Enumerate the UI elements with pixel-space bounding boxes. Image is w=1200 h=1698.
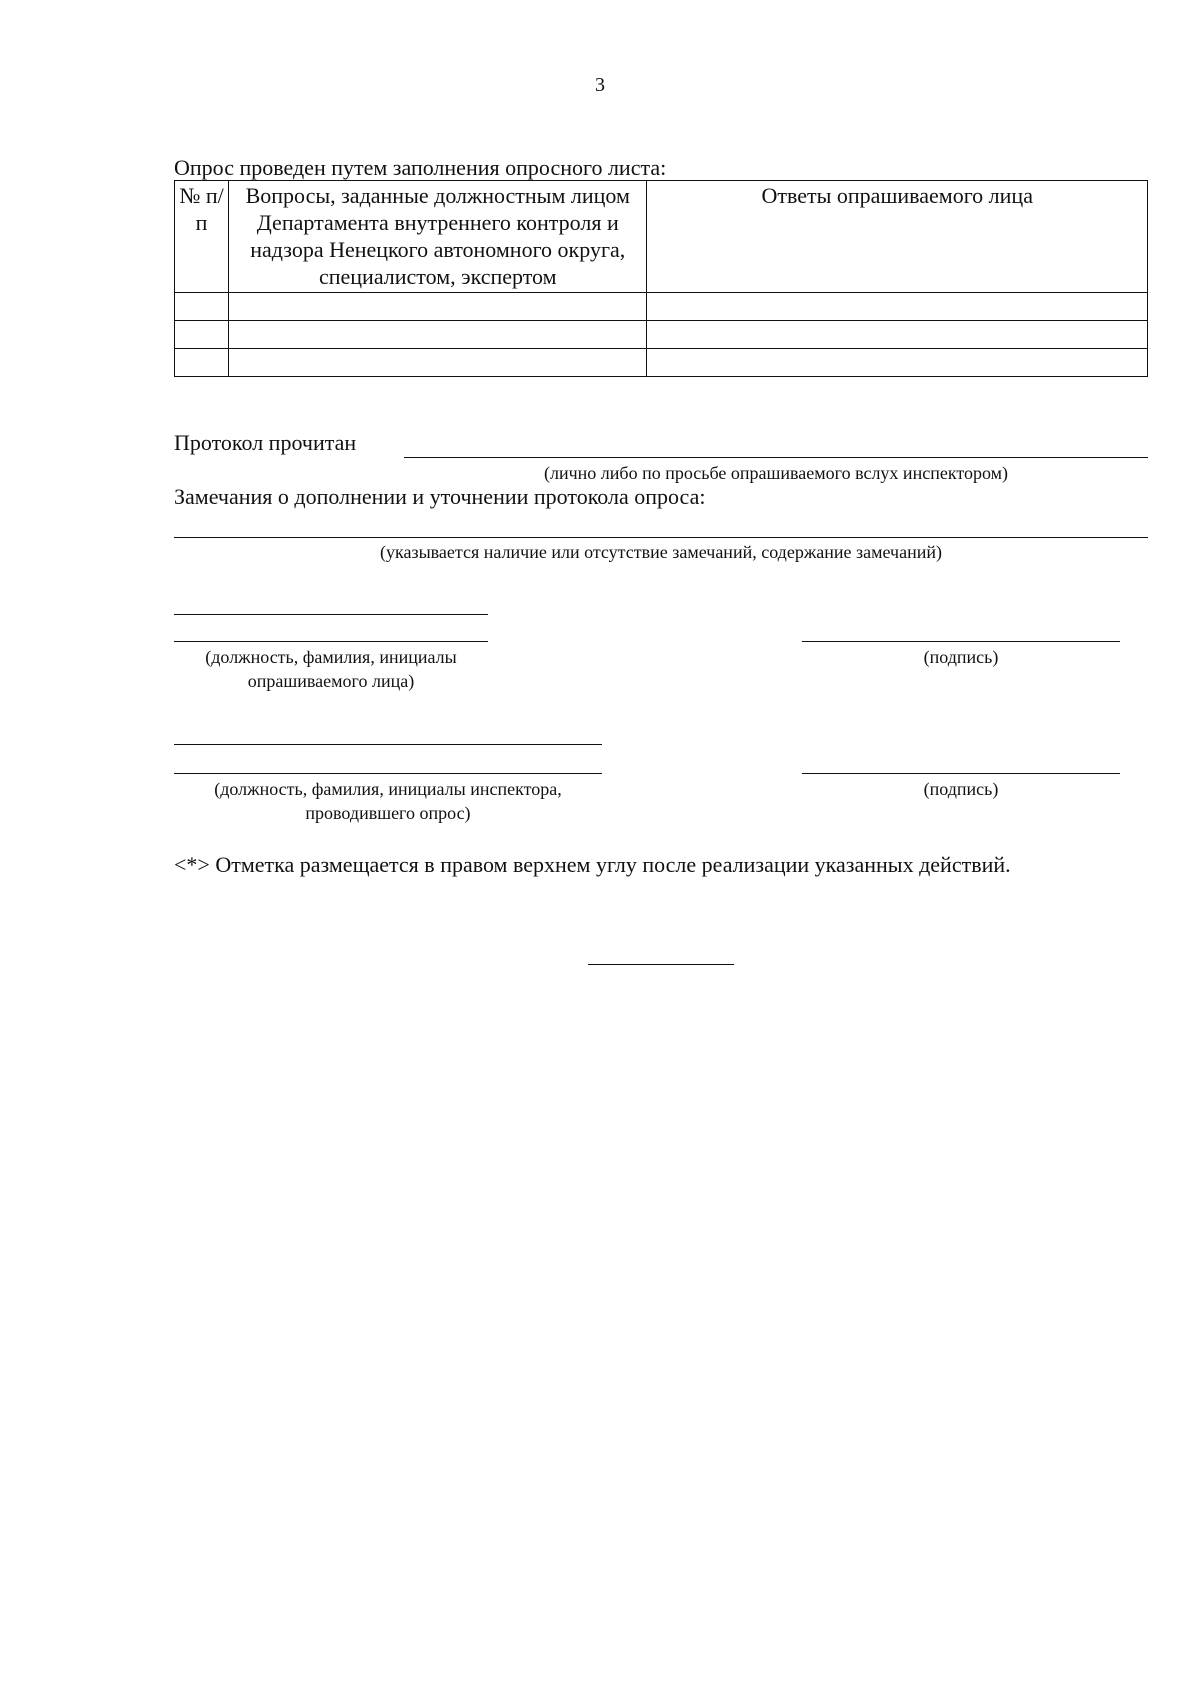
respondent-caption: (должность, фамилия, инициалы опрашиваемого лица) bbox=[205, 647, 457, 691]
header-answers: Ответы опрашиваемого лица bbox=[647, 181, 1148, 293]
cell-number[interactable] bbox=[175, 293, 229, 321]
protocol-read-label: Протокол прочитан bbox=[174, 430, 357, 455]
cell-question[interactable] bbox=[229, 349, 647, 377]
survey-table bbox=[174, 180, 1148, 377]
footnote: <*> Отметка размещается в правом верхнем углу после реализации указанных действий. bbox=[174, 852, 1011, 877]
inspector-position-line-1[interactable] bbox=[174, 744, 602, 745]
cell-question[interactable] bbox=[229, 293, 647, 321]
respondent-signature-caption: (подпись) bbox=[923, 647, 999, 667]
protocol-read-caption: (лично либо по просьбе опрашиваемого вслух инспектором) bbox=[544, 463, 1008, 483]
inspector-signature-caption: (подпись) bbox=[923, 779, 999, 799]
inspector-caption: (должность, фамилия, инициалы инспектора, проводившего опрос) bbox=[214, 779, 562, 823]
cell-answer[interactable] bbox=[647, 321, 1148, 349]
cell-number[interactable] bbox=[175, 349, 229, 377]
table-header-row bbox=[175, 181, 1148, 293]
inspector-signature-line[interactable] bbox=[802, 773, 1120, 774]
remarks-label: Замечания о дополнении и уточнении протокола опроса: bbox=[174, 484, 706, 509]
cell-question[interactable] bbox=[229, 321, 647, 349]
page-number: 3 bbox=[595, 74, 605, 96]
header-questions: Вопросы, заданные должностным лицом Департамента внутреннего контроля и надзора Ненецкого автономного округа, специалистом, экспертом bbox=[229, 181, 647, 293]
respondent-position-line-1[interactable] bbox=[174, 614, 488, 615]
table-row bbox=[175, 293, 1148, 321]
cell-answer[interactable] bbox=[647, 349, 1148, 377]
protocol-read-line[interactable] bbox=[404, 457, 1148, 458]
end-separator bbox=[588, 964, 734, 965]
table-row bbox=[175, 349, 1148, 377]
respondent-signature-line[interactable] bbox=[802, 641, 1120, 642]
header-number: № п/п bbox=[175, 181, 229, 293]
table-row bbox=[175, 321, 1148, 349]
inspector-position-line-2[interactable] bbox=[174, 773, 602, 774]
remarks-line[interactable] bbox=[174, 537, 1148, 538]
survey-intro: Опрос проведен путем заполнения опросного листа: bbox=[174, 155, 667, 180]
cell-number[interactable] bbox=[175, 321, 229, 349]
cell-answer[interactable] bbox=[647, 293, 1148, 321]
respondent-position-line-2[interactable] bbox=[174, 641, 488, 642]
remarks-caption: (указывается наличие или отсутствие замечаний, содержание замечаний) bbox=[380, 542, 942, 562]
